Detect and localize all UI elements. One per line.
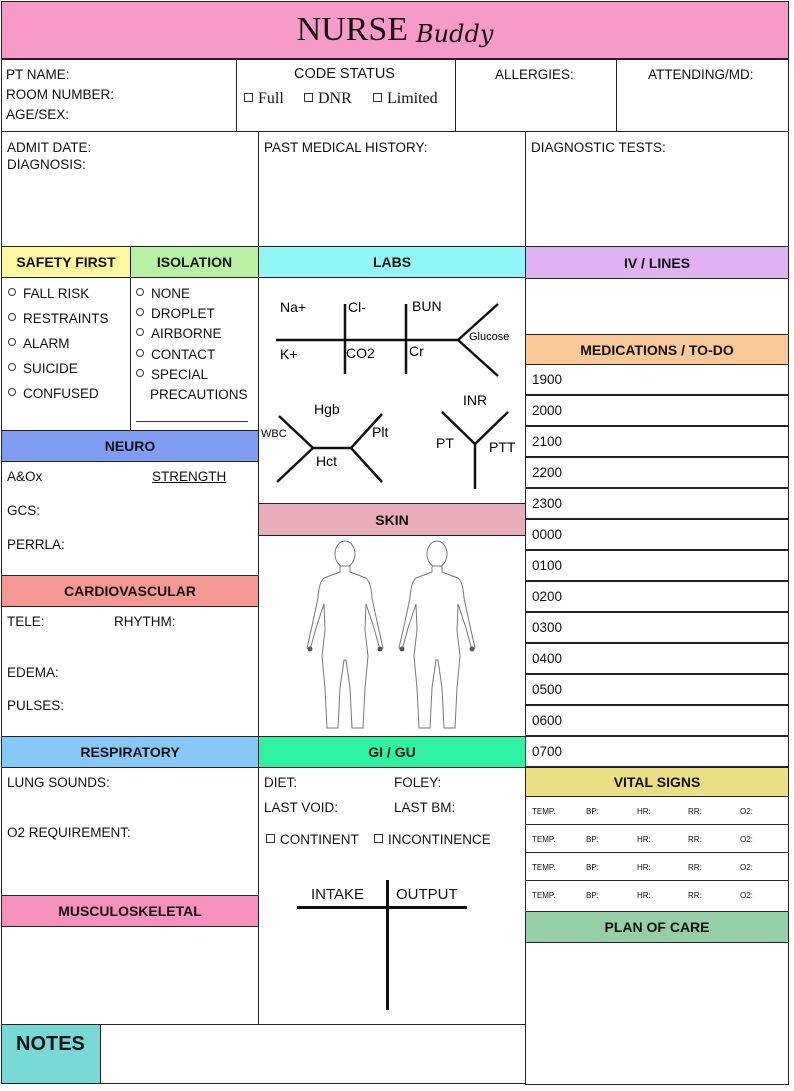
io-t-horizontal xyxy=(297,906,467,909)
lab-bun: BUN xyxy=(412,298,442,314)
cardio-edema-label: EDEMA: xyxy=(7,665,59,680)
checkbox[interactable] xyxy=(374,834,383,843)
radio-circle[interactable] xyxy=(136,308,144,316)
safety-item-confused[interactable]: CONFUSED xyxy=(8,387,99,401)
respiratory-header: RESPIRATORY xyxy=(1,736,259,768)
vital-signs-header: VITAL SIGNS xyxy=(525,767,789,797)
radio-circle[interactable] xyxy=(136,328,144,336)
isolation-item-airborne[interactable]: AIRBORNE xyxy=(136,327,222,341)
radio-circle[interactable] xyxy=(136,349,144,357)
med-row-2100[interactable]: 2100 xyxy=(525,426,789,457)
code-option-full[interactable]: Full xyxy=(244,91,284,107)
cardio-rhythm-label: RHYTHM: xyxy=(114,614,176,629)
attending-label: ATTENDING/MD: xyxy=(648,67,754,82)
lab-inr: INR xyxy=(463,392,488,408)
lab-wbc: WBC xyxy=(261,428,287,440)
med-row-0700[interactable]: 0700 xyxy=(525,736,789,767)
med-row-0000[interactable]: 0000 xyxy=(525,519,789,550)
med-row-0100[interactable]: 0100 xyxy=(525,550,789,581)
lab-hct: Hct xyxy=(316,453,337,469)
vitals-row[interactable]: TEMP. BP: HR: RR: O2: xyxy=(525,880,789,912)
med-row-0600[interactable]: 0600 xyxy=(525,705,789,736)
iv-lines-header: IV / LINES xyxy=(525,246,789,279)
vitals-row[interactable]: TEMP. BP: HR: RR: O2: xyxy=(525,796,789,825)
radio-circle[interactable] xyxy=(8,388,16,396)
musculoskeletal-box[interactable] xyxy=(1,926,259,1025)
safety-item-alarm[interactable]: ALARM xyxy=(8,337,70,351)
med-row-0200[interactable]: 0200 xyxy=(525,581,789,612)
incontinence-option[interactable]: INCONTINENCE xyxy=(374,833,491,847)
isolation-header: ISOLATION xyxy=(130,246,259,278)
gigu-header: GI / GU xyxy=(258,736,526,768)
lab-pt: PT xyxy=(436,435,454,451)
body-diagram xyxy=(300,538,490,734)
lab-cl: Cl- xyxy=(348,299,366,315)
room-number-label: ROOM NUMBER: xyxy=(6,87,114,102)
plan-of-care-box[interactable] xyxy=(525,942,789,1085)
cardio-tele-label: TELE: xyxy=(7,614,45,629)
radio-circle[interactable] xyxy=(136,369,144,377)
lab-glucose: Glucose xyxy=(469,331,510,343)
lab-k: K+ xyxy=(280,346,298,362)
pmh-label: PAST MEDICAL HISTORY: xyxy=(264,140,428,155)
isolation-item-precautions: PRECAUTIONS xyxy=(150,387,248,402)
code-option-limited[interactable]: Limited xyxy=(373,91,438,107)
isolation-item-none[interactable]: NONE xyxy=(136,287,190,301)
last-bm-label: LAST BM: xyxy=(394,800,456,815)
code-option-dnr[interactable]: DNR xyxy=(304,91,352,107)
radio-circle[interactable] xyxy=(8,363,16,371)
neuro-perrla-label: PERRLA: xyxy=(7,537,65,552)
med-row-0500[interactable]: 0500 xyxy=(525,674,789,705)
neuro-strength-label: STRENGTH xyxy=(152,469,227,484)
checkbox[interactable] xyxy=(244,93,253,102)
lab-co2: CO2 xyxy=(346,345,375,361)
med-row-0400[interactable]: 0400 xyxy=(525,643,789,674)
radio-circle[interactable] xyxy=(8,338,16,346)
lab-cr: Cr xyxy=(409,343,424,359)
cardio-pulses-label: PULSES: xyxy=(7,698,65,713)
diagnosis-label: DIAGNOSIS: xyxy=(7,157,86,172)
io-t-vertical xyxy=(386,880,389,1010)
lab-plt: Plt xyxy=(372,424,389,440)
title-bar xyxy=(1,1,789,59)
safety-header: SAFETY FIRST xyxy=(1,246,131,278)
lab-ptt: PTT xyxy=(489,439,516,455)
med-row-2300[interactable]: 2300 xyxy=(525,488,789,519)
isolation-write-line[interactable] xyxy=(136,421,248,422)
med-row-1900[interactable]: 1900 xyxy=(525,364,789,395)
foley-label: FOLEY: xyxy=(394,775,442,790)
isolation-item-contact[interactable]: CONTACT xyxy=(136,348,215,362)
allergies-label: ALLERGIES: xyxy=(495,67,574,82)
diet-label: DIET: xyxy=(264,775,298,790)
radio-circle[interactable] xyxy=(136,288,144,296)
skin-header: SKIN xyxy=(258,503,526,536)
body-figure-back xyxy=(399,541,475,728)
checkbox[interactable] xyxy=(304,93,313,102)
admit-date-label: ADMIT DATE: xyxy=(7,140,92,155)
vitals-row[interactable]: TEMP. BP: HR: RR: O2: xyxy=(525,824,789,853)
neuro-gcs-label: GCS: xyxy=(7,503,41,518)
lung-sounds-label: LUNG SOUNDS: xyxy=(7,775,110,790)
isolation-item-special[interactable]: SPECIAL xyxy=(136,368,208,382)
safety-item-fall-risk[interactable]: FALL RISK xyxy=(8,287,89,301)
body-figure-front xyxy=(307,541,383,728)
radio-circle[interactable] xyxy=(8,288,16,296)
lab-diagrams xyxy=(258,277,526,504)
radio-circle[interactable] xyxy=(8,313,16,321)
plan-of-care-header: PLAN OF CARE xyxy=(525,911,789,943)
lab-na: Na+ xyxy=(280,299,307,315)
continent-option[interactable]: CONTINENT xyxy=(266,833,359,847)
last-void-label: LAST VOID: xyxy=(264,800,339,815)
code-status-title: CODE STATUS xyxy=(294,66,395,82)
pt-name-label: PT NAME: xyxy=(6,67,70,82)
iv-lines-box xyxy=(525,278,789,335)
diagnostic-tests-label: DIAGNOSTIC TESTS: xyxy=(531,140,666,155)
title-script: Buddy xyxy=(416,20,494,48)
isolation-item-droplet[interactable]: DROPLET xyxy=(136,307,215,321)
checkbox[interactable] xyxy=(373,93,382,102)
labs-header: LABS xyxy=(258,246,526,278)
vitals-row[interactable]: TEMP. BP: HR: RR: O2: xyxy=(525,852,789,881)
cardio-header: CARDIOVASCULAR xyxy=(1,575,259,607)
med-row-2200[interactable]: 2200 xyxy=(525,457,789,488)
safety-item-suicide[interactable]: SUICIDE xyxy=(8,362,78,376)
neuro-aox-label: A&Ox xyxy=(7,469,43,484)
medications-header: MEDICATIONS / TO-DO xyxy=(525,334,789,365)
med-row-2000[interactable]: 2000 xyxy=(525,395,789,426)
intake-label: INTAKE xyxy=(311,886,365,903)
lab-hgb: Hgb xyxy=(314,401,340,417)
o2-requirement-label: O2 REQUIREMENT: xyxy=(7,825,131,840)
musculoskeletal-header: MUSCULOSKELETAL xyxy=(1,895,259,927)
neuro-header: NEURO xyxy=(1,430,259,462)
age-sex-label: AGE/SEX: xyxy=(6,107,70,122)
notes-label-box xyxy=(1,1024,101,1084)
safety-item-restraints[interactable]: RESTRAINTS xyxy=(8,312,109,326)
notes-title: NOTES xyxy=(16,1033,85,1055)
med-row-0300[interactable]: 0300 xyxy=(525,612,789,643)
notes-area[interactable] xyxy=(100,1024,526,1084)
checkbox[interactable] xyxy=(266,834,275,843)
output-label: OUTPUT xyxy=(396,886,458,903)
title-main: NURSE xyxy=(296,11,409,48)
